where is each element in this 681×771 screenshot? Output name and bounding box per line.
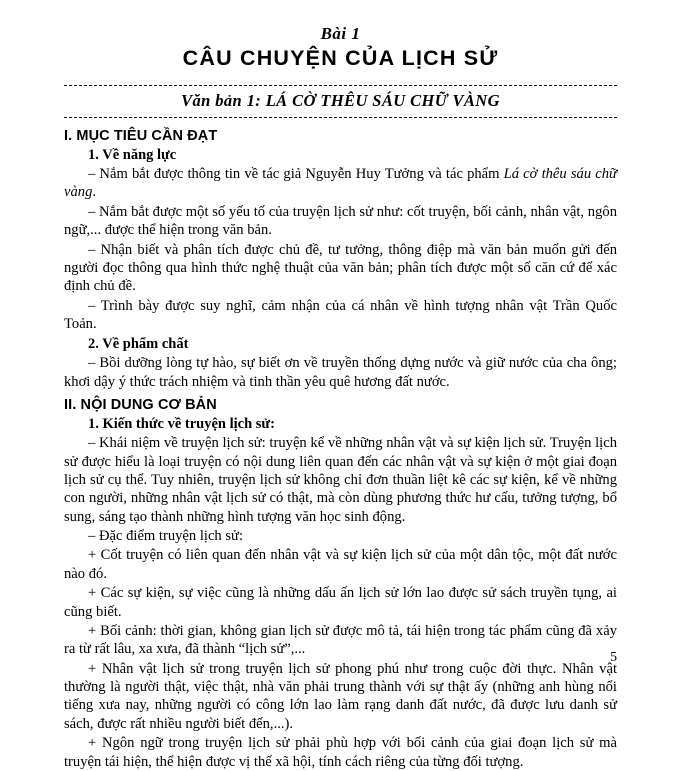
subsection-heading-competence: 1. Về năng lực xyxy=(88,147,177,163)
paragraph: + Cốt truyện có liên quan đến nhân vật và sự kiện lịch sử của một dân tộc, một đất nước nào đó. xyxy=(64,547,617,582)
lesson-label: Bài 1 xyxy=(320,24,361,43)
paragraph: – Nhận biết và phân tích được chủ đề, tư tưởng, thông điệp mà văn bản muốn gửi đến người đọc thông qua hình thức nghệ thuật của văn bản; phân tích được một số căn cứ để xác định chủ đề. xyxy=(64,241,617,295)
subsection-heading-knowledge: 1. Kiến thức về truyện lịch sử: xyxy=(88,416,275,433)
subsection-heading-quality: 2. Về phẩm chất xyxy=(88,336,189,353)
paragraph: + Ngôn ngữ trong truyện lịch sử phải phù hợp với bối cảnh của giai đoạn lịch sử mà truyện tái hiện, thể hiện được vị thế xã hội, tính cách riêng của từng đối tượng. xyxy=(64,735,617,770)
page-number: 5 xyxy=(610,649,617,664)
paragraph: – Đặc điểm truyện lịch sử: xyxy=(88,528,244,544)
paragraph: + Nhân vật lịch sử trong truyện lịch sử phong phú như trong cuộc đời thực. Nhân vật thường là người thật, việc thật, nhà văn phải trung thành với sự thật ấy (những anh hùng nổi tiếng xưa nay, những người có công lớn lao làm rạng danh đất nước, đã được lưu danh sử sách, được rất nhiều người biết đến,...). xyxy=(64,660,617,732)
paragraph: – Nắm bắt được thông tin về tác giả Nguyễn Huy Tưởng và tác phẩm Lá cờ thêu sáu chữ vàng. xyxy=(64,166,617,201)
text-title: Văn bản 1: LÁ CỜ THÊU SÁU CHỮ VÀNG xyxy=(181,91,500,110)
paragraph: + Bối cảnh: thời gian, không gian lịch sử được mô tả, tái hiện trong tác phẩm cũng đã xảy ra từ rất lâu, xa xưa, đã thành “lịch sử”,... xyxy=(64,622,617,658)
section-heading-objectives: I. MỤC TIÊU CẦN ĐẠT xyxy=(64,128,218,144)
paragraph: – Nắm bắt được một số yếu tố của truyện lịch sử như: cốt truyện, bối cảnh, nhân vật, ngôn ngữ,... được thể hiện trong văn bản. xyxy=(64,203,617,239)
paragraph: – Khái niệm về truyện lịch sử: truyện kể về những nhân vật và sự kiện lịch sử. Truyện lịch sử được hiểu là loại truyện có nội dung liên quan đến các nhân vật và sự kiện ở một giai đoạn lịch sử cụ thể. Tuy nhiên, truyện lịch sử không chỉ đơn thuần liệt kê các sự kiện, kể về những con người, những nhân vật lịch sử có thật, mà còn dùng phương thức hư cấu, tưởng tượng, bổ sung, sáng tạo thành những hình tượng văn học sinh động. xyxy=(64,435,617,525)
paragraph: + Các sự kiện, sự việc cũng là những dấu ấn lịch sử lớn lao được sử sách truyền tụng, ai cũng biết. xyxy=(64,585,617,620)
paragraph: – Bồi dưỡng lòng tự hào, sự biết ơn về truyền thống dựng nước và giữ nước của cha ông; khơi dậy ý thức trách nhiệm và tinh thần yêu quê hương đất nước. xyxy=(64,355,617,390)
text-title-banner xyxy=(64,85,617,118)
paragraph: – Trình bày được suy nghĩ, cảm nhận của cá nhân về hình tượng nhân vật Trần Quốc Toản. xyxy=(64,297,617,332)
section-heading-content: II. NỘI DUNG CƠ BẢN xyxy=(64,397,217,414)
chapter-title: CÂU CHUYỆN CỦA LỊCH SỬ xyxy=(182,46,499,70)
